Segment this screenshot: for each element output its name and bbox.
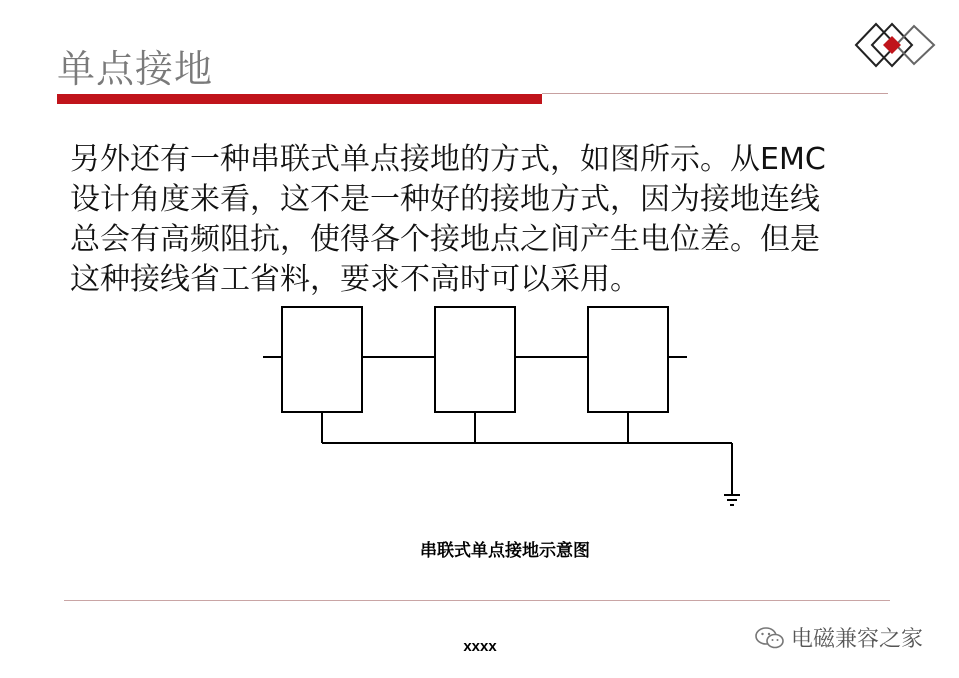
- slide-title: 单点接地: [57, 47, 214, 91]
- title-accent-bar: [57, 94, 542, 104]
- series-grounding-diagram: [255, 300, 755, 515]
- wechat-icon: [755, 626, 785, 650]
- body-line-3: 总会有高频阻抗，使得各个接地点之间产生电位差。但是: [70, 222, 820, 257]
- title-divider-line: [542, 93, 888, 94]
- body-line-4: 这种接线省工省料，要求不高时可以采用。: [70, 262, 640, 297]
- diagram-caption: 串联式单点接地示意图: [420, 541, 590, 561]
- watermark: [755, 622, 923, 653]
- footer-divider-line: [64, 600, 890, 601]
- diamond-logo-icon: [852, 18, 940, 72]
- circuit-box-2: [435, 307, 515, 412]
- watermark-text: 电磁兼容之家: [791, 627, 924, 652]
- circuit-box-1: [282, 307, 362, 412]
- body-paragraph: [70, 140, 890, 300]
- circuit-box-3: [588, 307, 668, 412]
- footer-label: xxxx: [463, 638, 497, 655]
- body-line-1: 另外还有一种串联式单点接地的方式，如图所示。从EMC: [70, 142, 826, 177]
- ground-symbol-icon: [724, 495, 740, 505]
- body-line-2: 设计角度来看，这不是一种好的接地方式，因为接地连线: [70, 182, 820, 217]
